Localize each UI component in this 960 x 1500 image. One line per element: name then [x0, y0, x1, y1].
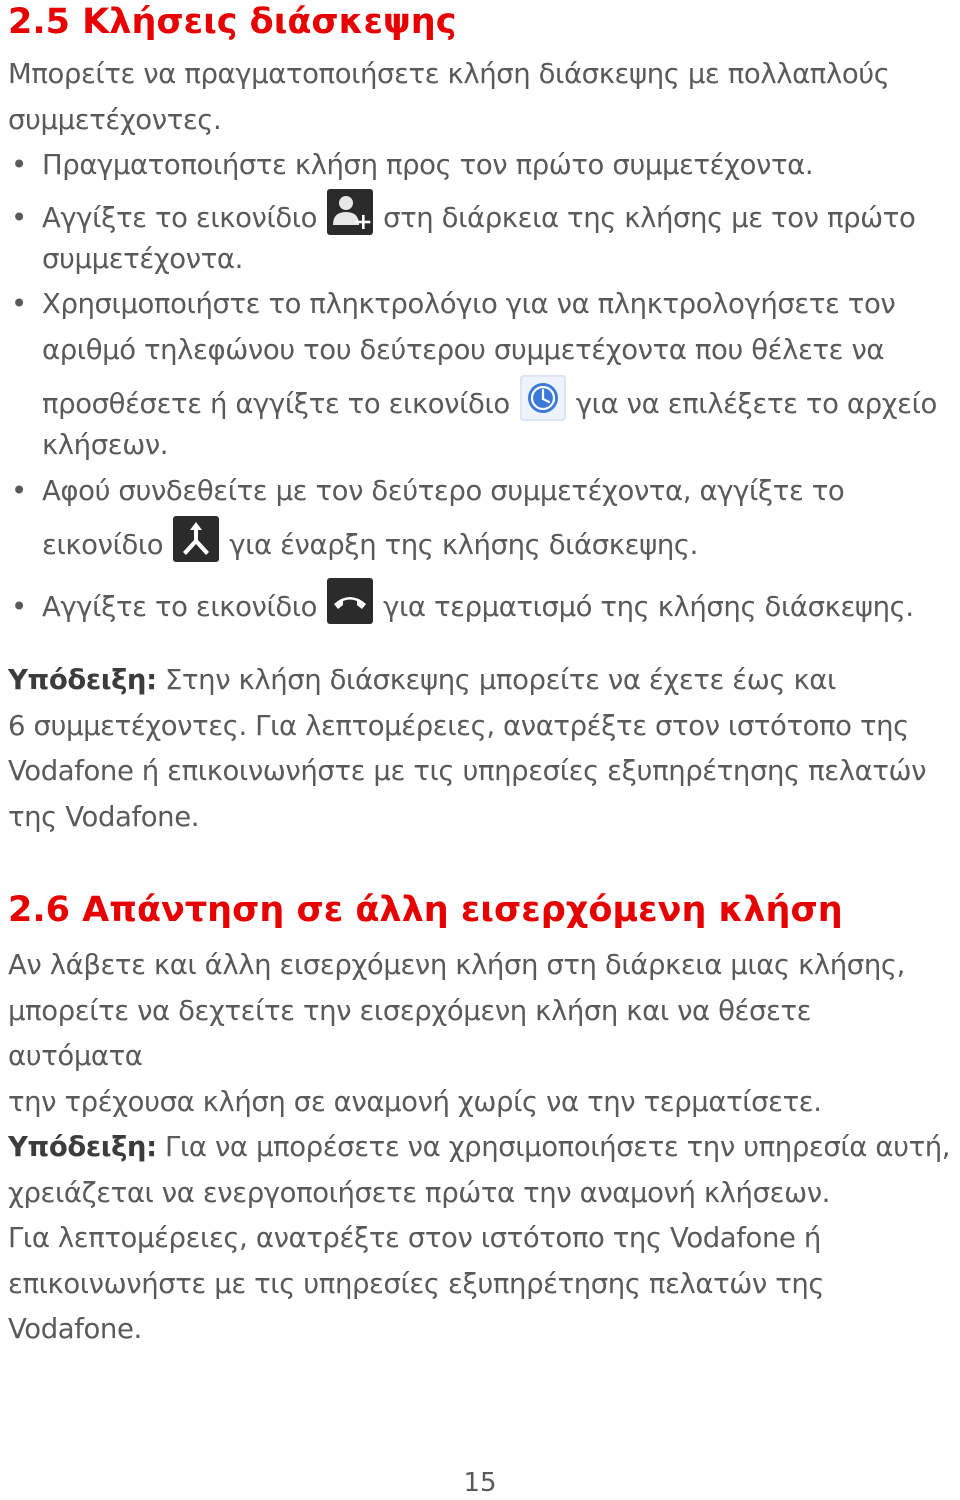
step-text: για να επιλέξετε το αρχείο: [575, 388, 937, 420]
step-text: Πραγματοποιήστε κλήση προς τον πρώτο συμμετέχοντα.: [42, 149, 814, 181]
para-line: Αν λάβετε και άλλη εισερχόμενη κλήση στη διάρκεια μιας κλήσης,: [8, 949, 905, 981]
step-text: κλήσεων.: [42, 429, 169, 461]
list-item: [8, 469, 952, 577]
tip-line: χρειάζεται να ενεργοποιήσετε πρώτα την αναμονή κλήσεων.: [8, 1176, 831, 1209]
step-text: Χρησιμοποιήστε το πληκτρολόγιο για να πληκτρολογήσετε τον: [42, 288, 896, 320]
list-item: [8, 143, 952, 189]
end-call-icon: [327, 578, 373, 624]
tip-line: της Vodafone.: [8, 800, 200, 833]
tip-line: [8, 1125, 952, 1171]
para-line: μπορείτε να δεχτείτε την εισερχόμενη κλήση και να θέσετε αυτόματα: [8, 994, 812, 1072]
add-person-icon: [327, 189, 373, 235]
step-text: συμμετέχοντα.: [42, 242, 243, 275]
list-item: [8, 576, 952, 638]
page-number: 15: [463, 1468, 497, 1498]
step-text: Αγγίξτε το εικονίδιο: [42, 201, 318, 234]
list-item: [8, 187, 952, 283]
step-text-with-icon: [42, 514, 952, 576]
list-item: [8, 282, 952, 469]
bullet: •: [11, 201, 27, 234]
step-text: για έναρξη της κλήσης διάσκεψης.: [229, 529, 698, 561]
merge-calls-icon: [173, 516, 219, 562]
tip-line: [8, 658, 952, 704]
section-heading-call-waiting: 2.6 Απάντηση σε άλλη εισερχόμενη κλήση: [8, 890, 843, 930]
step-text: εικονίδιο: [42, 529, 164, 561]
tip-line: 6 συμμετέχοντες. Για λεπτομέρειες, ανατρέξτε στον ιστότοπο της: [8, 709, 909, 742]
tip-conference: [8, 658, 952, 840]
intro-paragraph: [8, 52, 952, 143]
step-text: Αφού συνδεθείτε με τον δεύτερο συμμετέχοντα, αγγίξτε το: [42, 474, 845, 507]
bullet: •: [11, 591, 27, 623]
tip-line: επικοινωνήστε με τις υπηρεσίες εξυπηρέτησης πελατών της: [8, 1267, 825, 1300]
tip-line: Για λεπτομέρειες, ανατρέξτε στον ιστότοπο της Vodafone ή: [8, 1222, 821, 1254]
tip-line: Vodafone.: [8, 1313, 142, 1345]
intro-line: Μπορείτε να πραγματοποιήσετε κλήση διάσκεψης με πολλαπλούς: [8, 58, 890, 90]
tip-label: Υπόδειξη:: [8, 664, 157, 696]
tip-line: Vodafone ή επικοινωνήστε με τις υπηρεσίες εξυπηρέτησης πελατών: [8, 755, 927, 787]
section-heading-conference-calls: 2.5 Κλήσεις διάσκεψης: [8, 2, 457, 42]
tip-text: Στην κλήση διάσκεψης μπορείτε να έχετε έως και: [156, 664, 836, 696]
clock-icon: [520, 375, 566, 421]
step-text: για τερματισμό της κλήσης διάσκεψης.: [383, 591, 914, 623]
bullet: •: [11, 474, 27, 507]
step-text: προσθέσετε ή αγγίξτε το εικονίδιο: [42, 388, 510, 420]
tip-label: Υπόδειξη:: [8, 1131, 157, 1163]
step-text: αριθμό τηλεφώνου του δεύτερου συμμετέχοντα που θέλετε να: [42, 333, 885, 366]
step-text: Αγγίξτε το εικονίδιο: [42, 591, 318, 623]
step-text: στη διάρκεια της κλήσης με τον πρώτο: [383, 201, 916, 234]
para-line: την τρέχουσα κλήση σε αναμονή χωρίς να την τερματίσετε.: [8, 1085, 822, 1118]
bullet: •: [11, 288, 27, 320]
call-waiting-paragraph: [8, 943, 952, 1353]
tip-text: Για να μπορέσετε να χρησιμοποιήσετε την υπηρεσία αυτή,: [156, 1131, 951, 1163]
conference-steps-list: [8, 143, 952, 638]
bullet: •: [11, 149, 27, 181]
intro-line: συμμετέχοντες.: [8, 103, 222, 136]
step-text-with-icon: [42, 373, 952, 435]
